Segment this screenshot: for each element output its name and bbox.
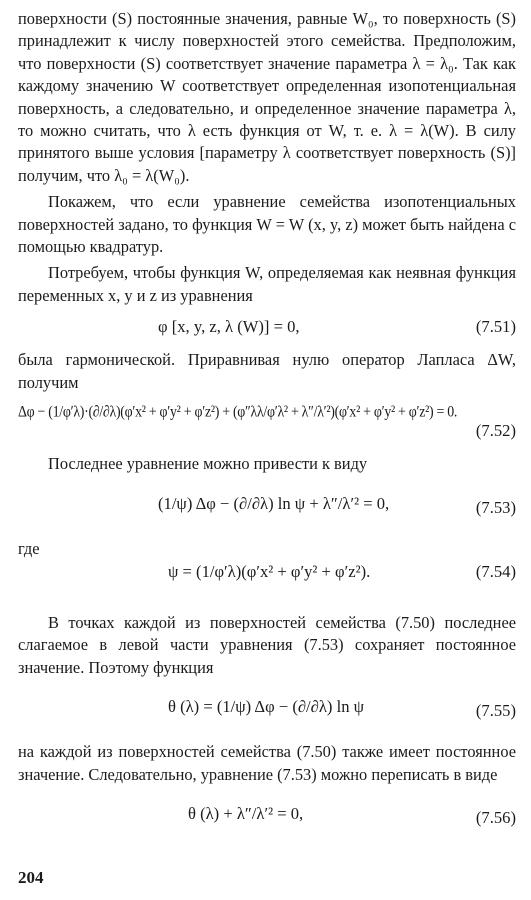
equation-7-51-number: (7.51): [475, 317, 516, 337]
paragraph-6: где: [18, 538, 40, 558]
equation-7-52-number: (7.52): [475, 421, 516, 441]
equation-7-55-number: (7.55): [475, 701, 516, 721]
equation-7-54-body: ψ = (1/φ′λ)(φ′x² + φ′y² + φ′z²).: [168, 561, 371, 581]
equation-7-54: [18, 560, 516, 590]
page-body: [18, 8, 516, 848]
paragraph-2: Покажем, что если уравнение семейства изопотенциальных поверхностей задано, то функция W = W (x, y, z) может быть найдена с помощью квадратур.: [18, 192, 516, 257]
paragraph-7: В точках каждой из поверхностей семейства (7.50) последнее слагаемое в левой части уравнения (7.53) сохраняет постоянное значение. Поэтому функция: [18, 612, 516, 677]
paragraph-1: поверхности (S) постоянные значения, равные W₀, то поверхность (S) принадлежит к числу поверхностей этого семейства. Предположим, что поверхности (S) соответствует значение параметра λ = λ₀. Так как каждому значению W соответствует определенная изопотенциальная поверхность, а следовательно, и определенное значение параметра λ, то можно считать, что λ есть функция от W, т. е. λ = λ(W). В силу принятого выше условия [параметру λ соответствует поверхность (S)] получим, что λ₀ = λ(W₀).: [18, 9, 516, 185]
equation-7-56-body: θ (λ) + λ″/λ′² = 0,: [188, 803, 304, 823]
equation-7-52: [18, 404, 516, 421]
paragraph-4: была гармонической. Приравнивая нулю оператор Лапласа ΔW, получим: [18, 350, 516, 392]
equation-7-51: [18, 315, 516, 341]
equation-7-51-body: φ [x, y, z, λ (W)] = 0,: [158, 317, 300, 337]
equation-7-56-number: (7.56): [475, 807, 516, 827]
equation-7-53-number: (7.53): [475, 497, 516, 517]
page-number: 204: [18, 868, 44, 887]
equation-7-56: [18, 794, 516, 840]
equation-7-53-body: (1/ψ) Δφ − (∂/∂λ) ln ψ + λ″/λ′² = 0,: [158, 493, 390, 513]
equation-7-53: [18, 484, 516, 530]
equation-7-55: [18, 687, 516, 733]
equation-7-55-body: θ (λ) = (1/ψ) Δφ − (∂/∂λ) ln ψ: [168, 697, 365, 717]
paragraph-3: Потребуем, чтобы функция W, определяемая как неявная функция переменных x, y и z из уравнения: [18, 263, 516, 305]
paragraph-8: на каждой из поверхностей семейства (7.50) также имеет постоянное значение. Следовательно, уравнение (7.53) можно переписать в виде: [18, 742, 516, 784]
equation-7-52-body: Δφ − (1/φ′λ)·(∂/∂λ)(φ′x² + φ′y² + φ′z²) + (φ″λλ/φ′λ² + λ″/λ′²)(φ′x² + φ′y² + φ′z²) = 0.: [18, 403, 458, 421]
paragraph-5: Последнее уравнение можно привести к виду: [48, 454, 368, 474]
equation-7-54-number: (7.54): [475, 561, 516, 581]
